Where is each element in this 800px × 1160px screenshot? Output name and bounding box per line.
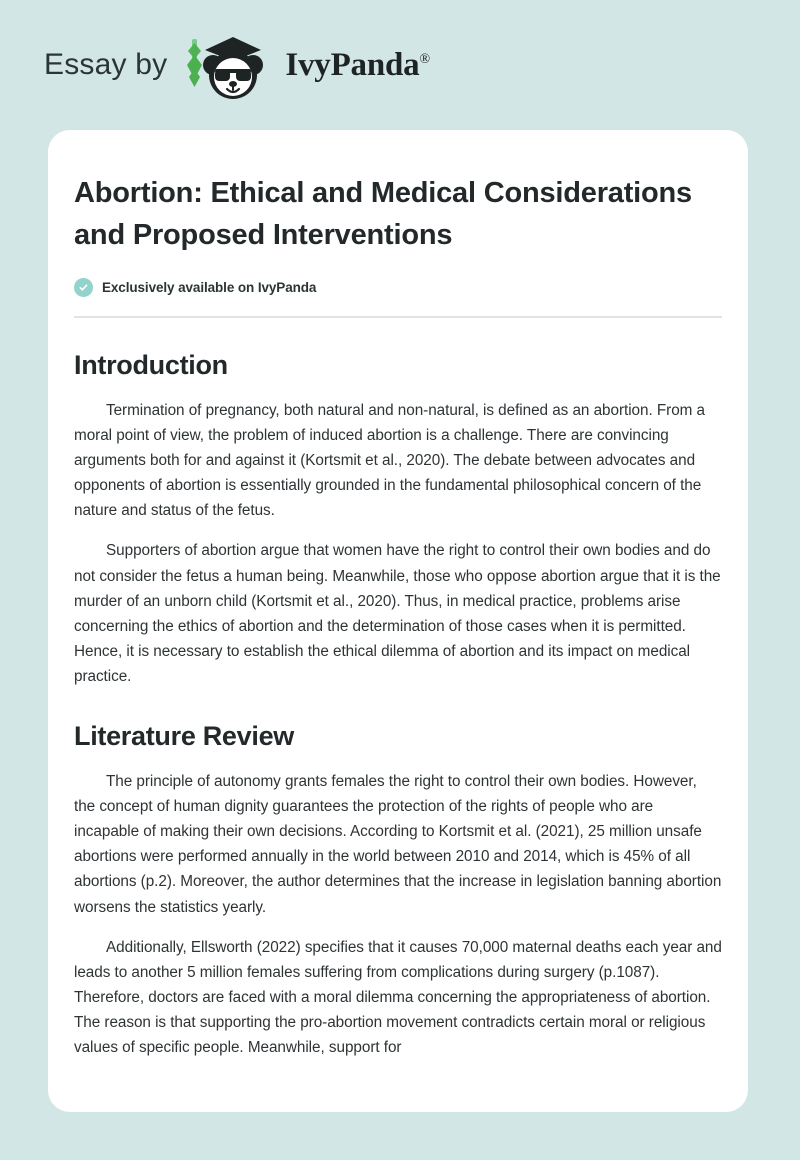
section-heading-introduction: Introduction xyxy=(74,350,228,380)
brand-header xyxy=(0,0,800,130)
ivypanda-brand-lockup[interactable] xyxy=(44,29,430,101)
brand-wordmark-text: IvyPanda xyxy=(285,46,420,83)
paragraph: The principle of autonomy grants females the right to control their own bodies. However, the concept of human dignity guarantees the protection of the rights of people who are incapable of making their own decisions. According to Kortsmit et al. (2021), 25 million unsafe abortions were performed annually in the world between 2010 and 2014, which is 45% of all abortions (p.2). Moreover, the author determines that the increase in legislation banning abortion worsens the statistics yearly. xyxy=(74,773,722,916)
paragraph: Additionally, Ellsworth (2022) specifies that it causes 70,000 maternal deaths each year and leads to another 5 million females suffering from complications during surgery (p.1087). Therefore, doctors are faced with a moral dilemma concerning the appropriateness of abortion. The reason is that supporting the pro-abortion movement contradicts certain moral or religious values of specific people. Meanwhile, support for xyxy=(74,938,722,1056)
registered-trademark-symbol: ® xyxy=(419,51,430,67)
page-title: Abortion: Ethical and Medical Considerations and Proposed Interventions xyxy=(74,177,692,251)
check-circle-icon xyxy=(74,278,93,297)
ivypanda-panda-graduate-logo-icon xyxy=(177,29,281,101)
brand-logo xyxy=(177,29,430,101)
essay-paper-card xyxy=(48,130,748,1112)
exclusive-availability-label: Exclusively available on IvyPanda xyxy=(102,280,317,295)
essay-by-label: Essay by xyxy=(44,48,168,81)
brand-wordmark xyxy=(285,46,430,83)
exclusive-availability-badge xyxy=(74,278,722,297)
header-divider xyxy=(74,316,722,318)
section-heading-literature-review: Literature Review xyxy=(74,721,294,752)
paragraph: Termination of pregnancy, both natural and non-natural, is defined as an abortion. From a moral point of view, the problem of induced abortion is a challenge. There are convincing arguments both for and against it (Kortsmit et al., 2020). The debate between advocates and opponents of abortion is essentially grounded in the fundamental philosophical concern of the nature and status of the fetus. xyxy=(74,402,706,520)
paragraph: Supporters of abortion argue that women have the right to control their own bodies and do not consider the fetus a human being. Meanwhile, those who oppose abortion argue that it is the murder of an unborn child (Kortsmit et al., 2020). Thus, in medical practice, problems arise concerning the ethics of abortion and the determination of those cases when it is permitted. Hence, it is necessary to establish the ethical dilemma of abortion and its impact on medical practice. xyxy=(74,542,721,685)
